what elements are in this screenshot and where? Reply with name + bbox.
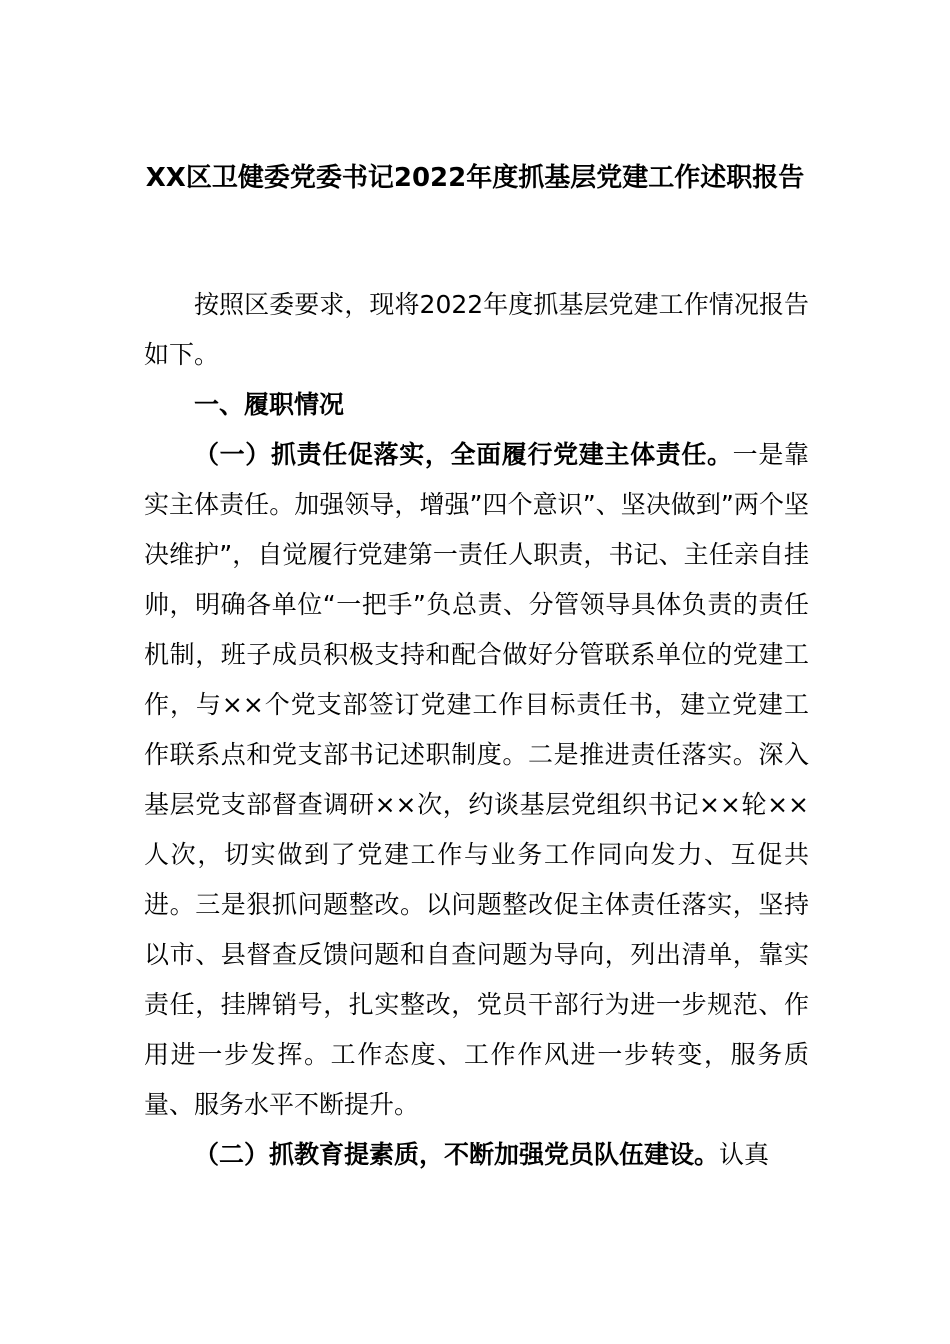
subsection-heading-2: （二）抓教育提素质，不断加强党员队伍建设。	[194, 1140, 720, 1169]
subsection-paragraph-1	[144, 430, 809, 1130]
document-title: XX区卫健委党委书记2022年度抓基层党建工作述职报告	[145, 163, 805, 193]
subsection-paragraph-2	[144, 1130, 809, 1180]
intro-paragraph: 按照区委要求，现将2022年度抓基层党建工作情况报告如下。	[144, 290, 809, 369]
section-heading-1: 一、履职情况	[194, 390, 345, 419]
subsection-heading-1: （一）抓责任促落实，全面履行党建主体责任。	[194, 440, 733, 469]
document-body	[144, 280, 809, 1180]
subsection-body-1: 一是靠实主体责任。加强领导，增强”四个意识”、坚决做到”两个坚决维护”，自觉履行党建第一责任人职责，书记、主任亲自挂帅，明确各单位“一把手”负总责、分管领导具体负责的责任机制，班子成员积极支持和配合做好分管联系单位的党建工作，与××个党支部签订党建工作目标责任书，建立党建工作联系点和党支部书记述职制度。二是推进责任落实。深入基层党支部督查调研××次，约谈基层党组织书记××轮××人次，切实做到了党建工作与业务工作同向发力、互促共进。三是狠抓问题整改。以问题整改促主体责任落实，坚持以市、县督查反馈问题和自查问题为导向，列出清单，靠实责任，挂牌销号，扎实整改，党员干部行为进一步规范、作用进一步发挥。工作态度、工作作风进一步转变，服务质量、服务水平不断提升。	[144, 440, 809, 1119]
subsection-body-2: 认真	[719, 1140, 770, 1169]
